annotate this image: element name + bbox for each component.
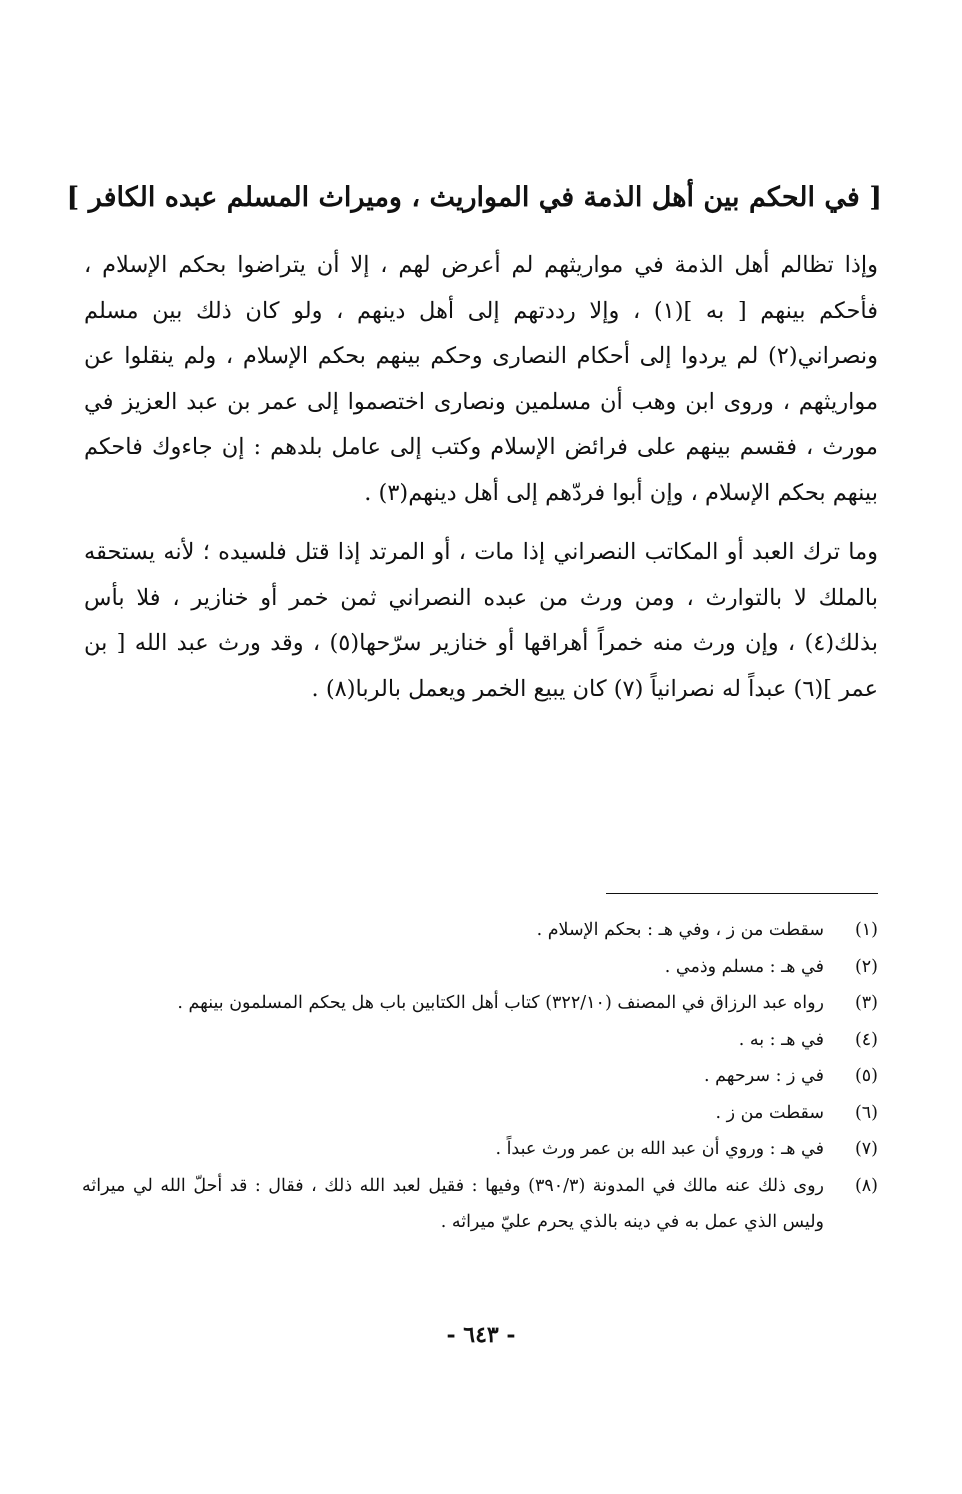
main-text [84,243,878,712]
footnote-text: في هـ : مسلم وذمي . [664,956,824,977]
footnote-text: روى ذلك عنه مالك في المدونة (٣٩٠/٣) وفيها : فقيل لعبد الله ذلك ، فقال : قد أحلّ الله لي ميراثه وليس الذي عمل به في دينه بالذي يحرم عليّ ميراثه . [82,1175,824,1232]
footnote-number: (٨) [854,1175,878,1196]
footnote-number: (٢) [854,956,878,977]
footnote-text: في هـ : وروي أن عبد الله بن عمر ورث عبداً . [495,1139,824,1159]
page-number: - ٦٤٣ - [446,1322,516,1348]
section-heading: [ في الحكم بين أهل الذمة في المواريث ، وميراث المسلم عبده الكافر ] [66,182,882,213]
footnote-2 [82,949,878,986]
footnote-text: في هـ : به . [738,1029,824,1050]
footnote-text: رواه عبد الرزاق في المصنف (٣٢٢/١٠) كتاب أهل الكتابين باب هل يحكم المسلمون بينهم . [177,993,824,1013]
footnote-3 [82,985,878,1022]
footnote-number: (٣) [854,993,878,1013]
footnote-text: في ز : سرحهم . [704,1066,824,1086]
footnote-7 [82,1131,878,1168]
paragraph-2: وما ترك العبد أو المكاتب النصراني إذا مات ، أو المرتد إذا قتل فلسيده ؛ لأنه يستحقه بالملك لا بالتوارث ، ومن ورث من عبده النصراني ثمن خمر أو خنازير ، فلا بأس بذلك(٤) ، وإن ورث منه خمراً أهراقها أو خنازير سرّحها(٥) ، وقد ورث عبد الله [ بن عمر ](٦) عبداً له نصرانياً (٧) كان يبيع الخمر ويعمل بالربا(٨) . [84,539,879,702]
paragraph-1: وإذا تظالم أهل الذمة في مواريثهم لم أعرض لهم ، إلا أن يتراضوا بحكم الإسلام ، فأحكم بينهم [ به ](١) ، وإلا رددتهم إلى أهل دينهم ، ولو كان ذلك بين مسلم ونصراني(٢) لم يردوا إلى أحكام النصارى وحكم بينهم بحكم الإسلام ، ولم ينقلوا عن مواريثهم ، وروى ابن وهب أن مسلمين ونصارى اختصموا إلى عمر بن عبد العزيز في مورث ، فقسم بينهم على فرائض الإسلام وكتب إلى عامل بلدهم : إن جاءوك فاحكم بينهم بحكم الإسلام ، وإن أبوا فردّهم إلى أهل دينهم(٣) . [84,252,878,506]
footnote-5 [82,1058,878,1095]
footnote-number: (٥) [854,1066,878,1086]
footnote-number: (٧) [854,1139,878,1159]
footnote-separator [606,893,878,894]
footnote-8 [82,1168,878,1241]
footnote-1 [82,912,878,949]
footnote-text: سقطت من ز ، وفي هـ : بحكم الإسلام . [536,920,824,940]
footnote-4 [82,1022,878,1059]
footnote-number: (١) [854,920,878,940]
footnote-number: (٦) [854,1102,878,1123]
footnote-6 [82,1095,878,1132]
footnote-number: (٤) [854,1029,878,1050]
footnote-text: سقطت من ز . [715,1102,824,1123]
footnotes [82,912,878,1241]
